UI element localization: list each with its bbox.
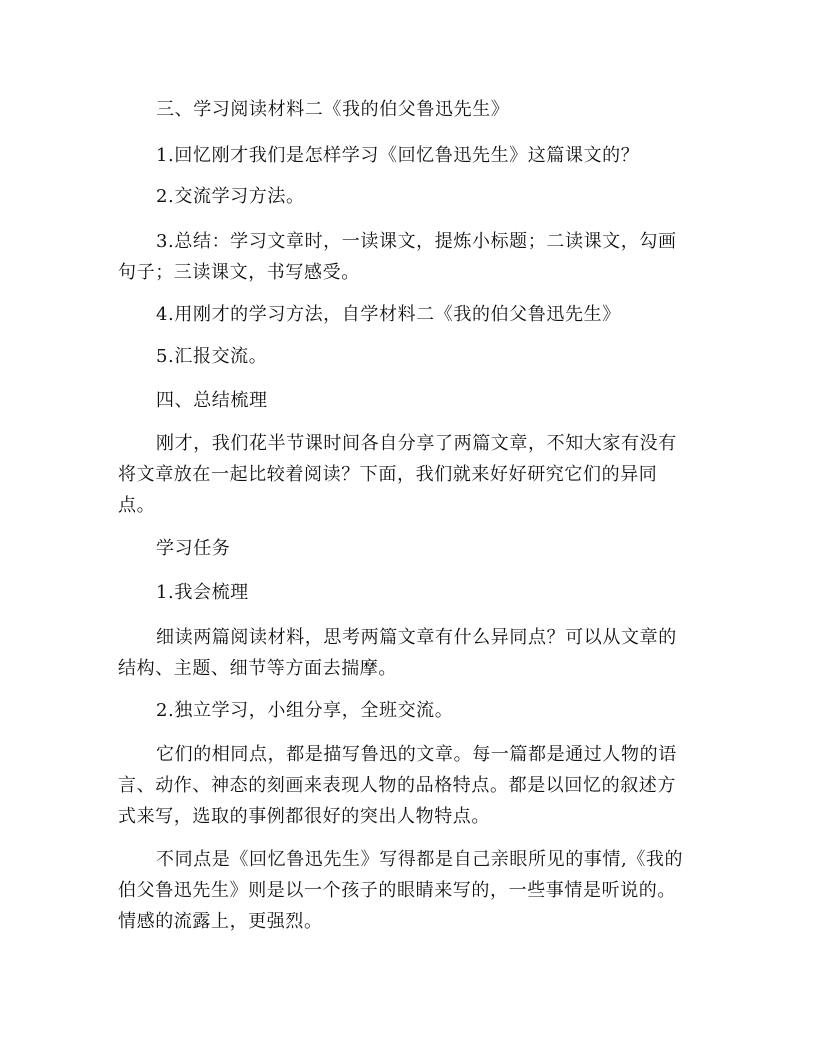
text-line: 点。 [118,495,156,516]
text-line: 学习任务 [156,538,231,559]
text-line: 1.回忆刚才我们是怎样学习《回忆鲁迅先生》这篇课文的？ [156,145,640,166]
text-line: 伯父鲁迅先生》则是以一个孩子的眼睛来写的，一些事情是听说的。 [118,880,676,901]
text-line: 3.总结：学习文章时，一读课文，提炼小标题；二读课文，勾画 [156,231,677,252]
body-paragraph-similarities [118,739,702,832]
text-line: 将文章放在一起比较着阅读？下面，我们就来好好研究它们的异同 [118,464,658,485]
body-paragraph-intro [118,428,702,521]
list-item-1 [118,140,702,171]
text-line: 四、总结梳理 [156,390,268,411]
text-line: 不同点是《回忆鲁迅先生》写得都是自己亲眼所见的事情,《我的 [156,849,684,870]
text-line: 式来写，选取的事例都很好的突出人物特点。 [118,806,490,827]
list-item-4 [118,299,702,330]
text-line: 2.独立学习，小组分享，全班交流。 [156,700,454,721]
text-line: 4.用刚才的学习方法，自学材料二《我的伯父鲁迅先生》 [156,304,621,325]
task-item-2 [118,695,702,726]
text-line: 2.交流学习方法。 [156,186,305,207]
text-line: 刚才，我们花半节课时间各自分享了两篇文章，不知大家有没有 [156,433,677,454]
text-line: 三、学习阅读材料二《我的伯父鲁迅先生》 [156,99,510,120]
heading-section-four [118,385,702,416]
list-item-2 [118,181,702,212]
text-line: 细读两篇阅读材料，思考两篇文章有什么异同点？可以从文章的 [156,627,677,648]
list-item-5 [118,341,702,372]
text-line: 言、动作、神态的刻画来表现人物的品格特点。都是以回忆的叙述方 [118,775,676,796]
body-paragraph-differences [118,844,702,937]
text-line: 5.汇报交流。 [156,346,268,367]
heading-section-three [118,94,702,125]
text-line: 情感的流露上，更强烈。 [118,911,323,932]
list-item-3 [118,226,702,288]
text-line: 句子；三读课文，书写感受。 [118,262,360,283]
text-line: 1.我会梳理 [156,582,249,603]
task-item-1 [118,577,702,608]
heading-learning-task [118,533,702,564]
text-line: 它们的相同点，都是描写鲁迅的文章。每一篇都是通过人物的语 [156,744,677,765]
body-paragraph-task [118,622,702,684]
text-line: 结构、主题、细节等方面去揣摩。 [118,658,397,679]
